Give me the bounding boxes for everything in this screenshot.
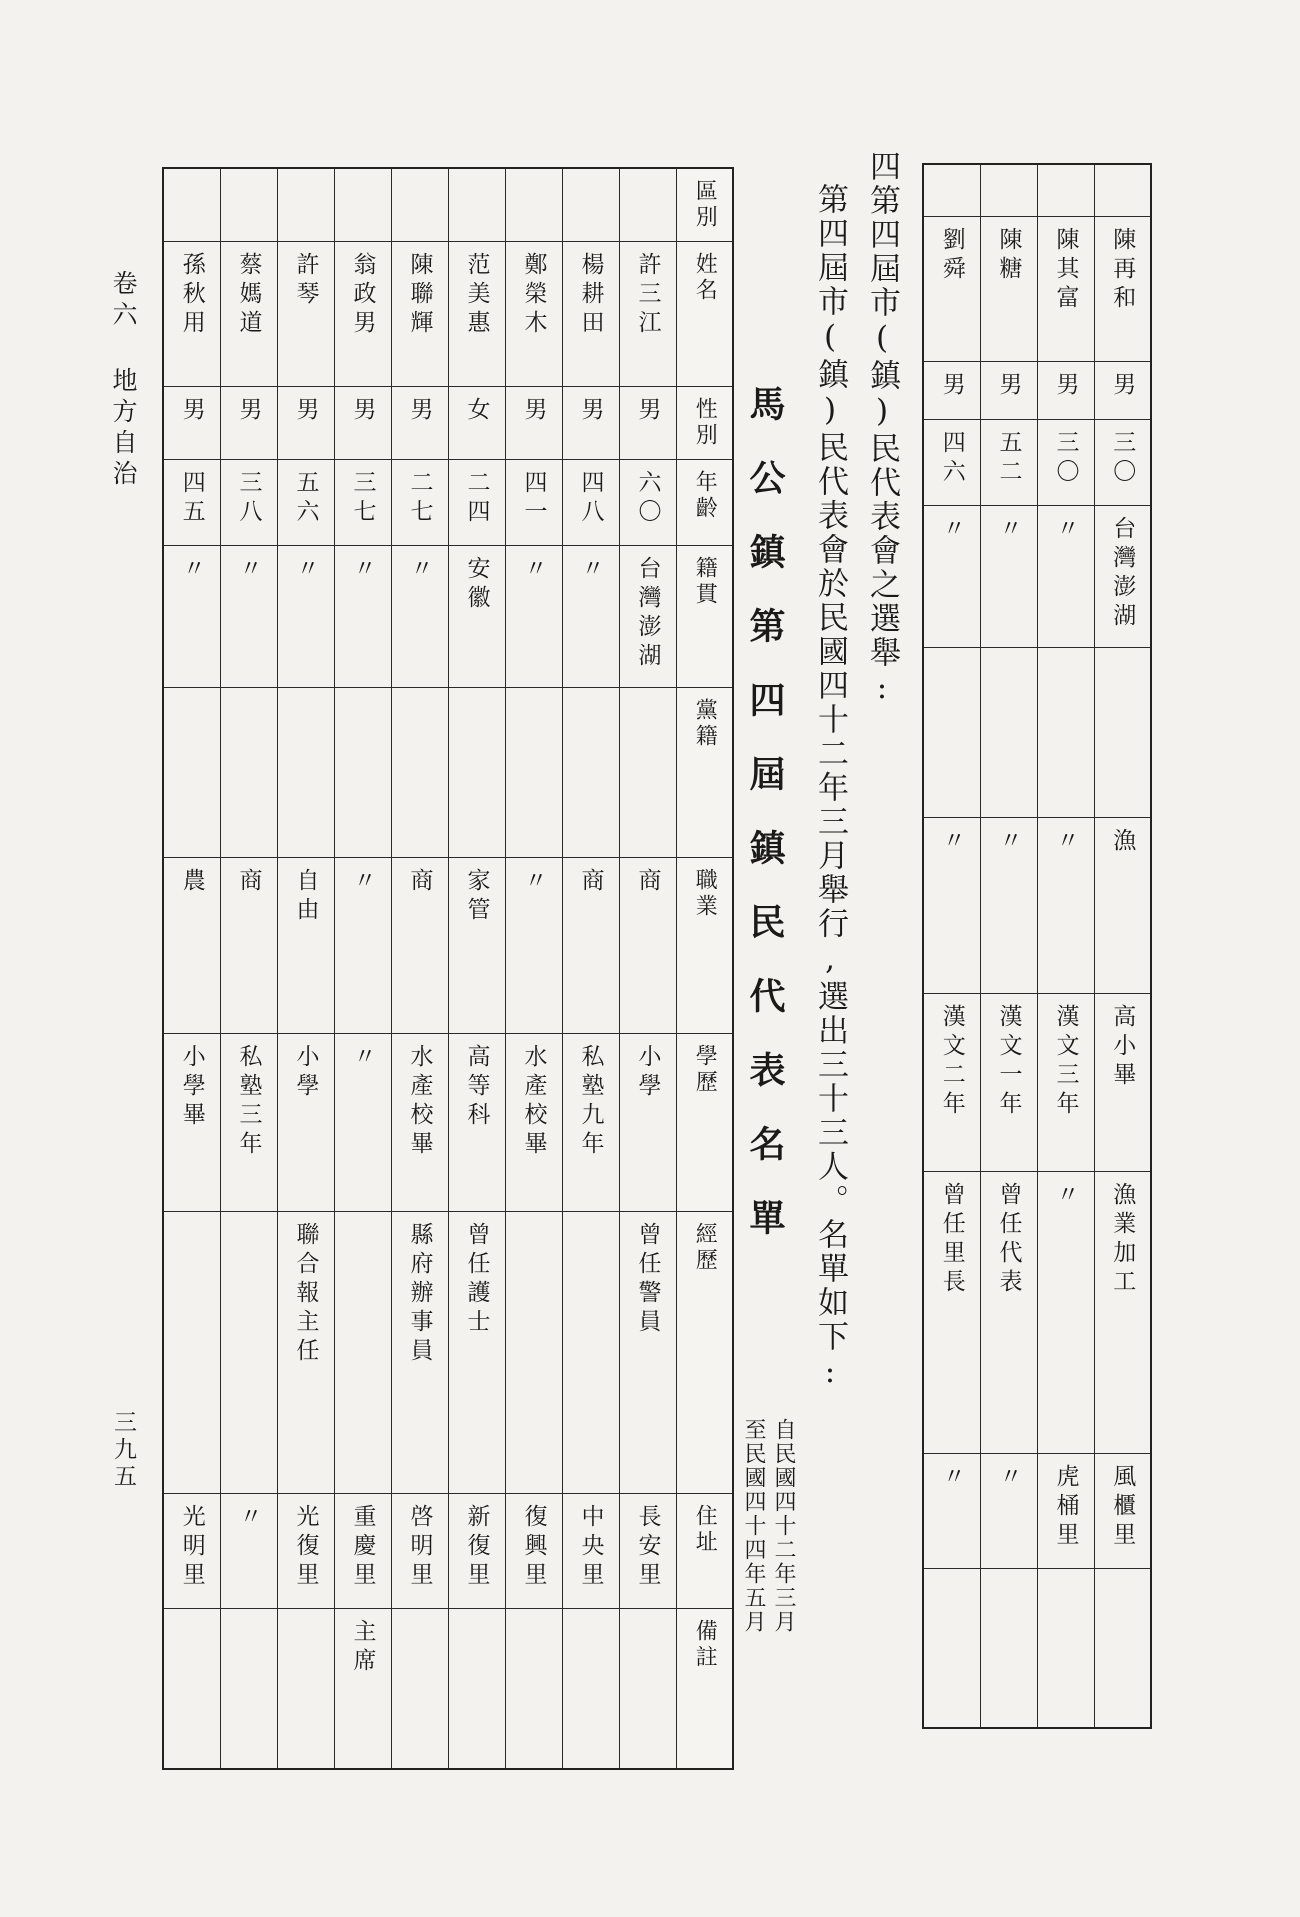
table-cell: [448, 1494, 505, 1609]
table-cell: [619, 1609, 676, 1769]
table-cell: [220, 168, 277, 242]
field-row-district: [163, 168, 733, 242]
cell-sex: 男: [292, 397, 319, 426]
table-cell: [980, 164, 1037, 216]
table-cell: [505, 460, 562, 546]
table-cell: [1094, 817, 1151, 993]
cell-exp: 〃: [1052, 1181, 1079, 1211]
table-cell: [562, 387, 619, 460]
cell-origin: 〃: [349, 556, 376, 585]
field-row-name: [923, 216, 1151, 361]
table-cell: [391, 1212, 448, 1494]
cell-age: 四六: [938, 429, 965, 488]
cell-sex: 男: [520, 397, 547, 426]
table-cell: [448, 688, 505, 858]
cell-origin: 安徽: [463, 556, 490, 614]
table-cell: [448, 168, 505, 242]
table-cell: [1094, 1568, 1151, 1728]
table-cell: [980, 419, 1037, 505]
field-row-name: [163, 242, 733, 387]
cell-edu: 〃: [349, 1044, 376, 1073]
table-cell: [220, 1212, 277, 1494]
table-cell: [619, 460, 676, 546]
column-header-name: [676, 242, 733, 387]
table-cell: [980, 1568, 1037, 1728]
table-cell: [220, 1034, 277, 1212]
cell-name: 翁政男: [349, 252, 376, 339]
column-header-edu: [676, 1034, 733, 1212]
column-header-label: 備註: [692, 1619, 718, 1671]
continuation-table: [922, 163, 1152, 1729]
table-cell: [448, 546, 505, 688]
table-cell: [619, 1212, 676, 1494]
table-cell: [448, 1212, 505, 1494]
field-row-addr: [923, 1453, 1151, 1568]
table-cell: [562, 1494, 619, 1609]
column-header-age: [676, 460, 733, 546]
cell-addr: 長安里: [634, 1504, 661, 1591]
table-cell: [923, 361, 980, 419]
cell-exp: 曾任警員: [634, 1222, 661, 1338]
table-cell: [391, 688, 448, 858]
table-cell: [1037, 216, 1094, 361]
table-cell: [220, 546, 277, 688]
table-cell: [448, 242, 505, 387]
term-period: [738, 1418, 798, 1758]
table-cell: [277, 1609, 334, 1769]
column-header-exp: [676, 1212, 733, 1494]
cell-sex: 男: [995, 371, 1022, 401]
field-row-party: [163, 688, 733, 858]
cell-origin: 〃: [292, 556, 319, 585]
column-header-note: [676, 1609, 733, 1769]
table-cell: [277, 858, 334, 1034]
table-cell: [448, 460, 505, 546]
field-row-party: [923, 647, 1151, 817]
field-row-edu: [923, 993, 1151, 1171]
cell-edu: 私塾九年: [577, 1044, 604, 1160]
cell-age: 三〇: [1109, 429, 1136, 488]
list-title: 馬公鎮第四屆鎮民代表名單: [744, 385, 786, 1273]
table-cell: [277, 1212, 334, 1494]
table-cell: [277, 688, 334, 858]
representatives-table: [162, 167, 734, 1770]
table-cell: [562, 242, 619, 387]
cell-addr: 虎桶里: [1052, 1463, 1079, 1551]
cell-exp: 縣府辦事員: [406, 1222, 433, 1367]
cell-edu: 漢文一年: [995, 1003, 1022, 1120]
cell-origin: 〃: [520, 556, 547, 585]
cell-note: 主席: [349, 1619, 376, 1677]
table-cell: [1037, 993, 1094, 1171]
cell-addr: 〃: [995, 1463, 1022, 1493]
table-cell: [619, 387, 676, 460]
cell-age: 三七: [349, 470, 376, 528]
field-row-job: [923, 817, 1151, 993]
cell-edu: 水產校畢: [406, 1044, 433, 1160]
column-header-label: 性別: [692, 397, 718, 449]
cell-sex: 男: [634, 397, 661, 426]
cell-job: 商: [235, 868, 262, 897]
table-cell: [1094, 647, 1151, 817]
column-header-label: 住址: [692, 1504, 718, 1556]
cell-age: 四八: [577, 470, 604, 528]
table-cell: [562, 1609, 619, 1769]
table-cell: [980, 647, 1037, 817]
field-row-note: [923, 1568, 1151, 1728]
cell-job: 〃: [938, 827, 965, 857]
cell-job: 農: [178, 868, 205, 897]
table-cell: [1037, 1568, 1094, 1728]
cell-name: 孫秋用: [178, 252, 205, 339]
table-cell: [505, 546, 562, 688]
cell-edu: 小學畢: [178, 1044, 205, 1131]
cell-origin: 台灣澎湖: [1109, 515, 1136, 632]
table-cell: [980, 1453, 1037, 1568]
table-cell: [334, 460, 391, 546]
cell-sex: 男: [349, 397, 376, 426]
table-cell: [1037, 164, 1094, 216]
column-header-origin: [676, 546, 733, 688]
table-cell: [220, 1609, 277, 1769]
table-cell: [334, 1034, 391, 1212]
table-cell: [1094, 1453, 1151, 1568]
table-cell: [923, 647, 980, 817]
table-cell: [1094, 361, 1151, 419]
table-cell: [277, 546, 334, 688]
cell-age: 五六: [292, 470, 319, 528]
table-cell: [391, 168, 448, 242]
field-row-sex: [923, 361, 1151, 419]
field-row-origin: [163, 546, 733, 688]
table-cell: [391, 460, 448, 546]
cell-addr: 〃: [235, 1504, 262, 1533]
table-cell: [923, 216, 980, 361]
table-cell: [562, 1034, 619, 1212]
column-header-label: 職業: [692, 868, 718, 920]
field-row-note: [163, 1609, 733, 1769]
cell-job: 〃: [995, 827, 1022, 857]
column-header-label: 學歷: [692, 1044, 718, 1096]
table-cell: [1094, 216, 1151, 361]
cell-origin: 〃: [178, 556, 205, 585]
table-cell: [980, 993, 1037, 1171]
table-cell: [562, 168, 619, 242]
table-cell: [980, 1171, 1037, 1453]
table-cell: [334, 546, 391, 688]
field-row-district: [923, 164, 1151, 216]
cell-age: 六〇: [634, 470, 661, 528]
table-cell: [562, 460, 619, 546]
cell-origin: 〃: [1052, 515, 1079, 545]
table-cell: [391, 1609, 448, 1769]
cell-sex: 男: [938, 371, 965, 401]
table-cell: [391, 858, 448, 1034]
table-cell: [220, 688, 277, 858]
cell-addr: 〃: [938, 1463, 965, 1493]
cell-job: 家管: [463, 868, 490, 926]
cell-name: 范美惠: [463, 252, 490, 339]
cell-addr: 光明里: [178, 1504, 205, 1591]
table-cell: [923, 419, 980, 505]
table-cell: [391, 1494, 448, 1609]
table-cell: [505, 1034, 562, 1212]
column-header-label: 姓名: [692, 252, 718, 304]
table-cell: [277, 1034, 334, 1212]
field-row-edu: [163, 1034, 733, 1212]
cell-edu: 高小畢: [1109, 1003, 1136, 1091]
table-cell: [277, 1494, 334, 1609]
table-cell: [163, 1494, 220, 1609]
cell-sex: 男: [235, 397, 262, 426]
cell-sex: 男: [178, 397, 205, 426]
cell-exp: 曾任代表: [995, 1181, 1022, 1298]
section-heading: 四第四屆市(鎮)民代表會之選舉:: [864, 150, 900, 709]
table-cell: [1094, 505, 1151, 647]
cell-age: 五二: [995, 429, 1022, 488]
table-cell: [923, 993, 980, 1171]
cell-origin: 〃: [995, 515, 1022, 545]
cell-addr: 重慶里: [349, 1504, 376, 1591]
cell-job: 〃: [1052, 827, 1079, 857]
table-cell: [980, 361, 1037, 419]
cell-exp: 曾任里長: [938, 1181, 965, 1298]
cell-name: 楊耕田: [577, 252, 604, 339]
table-cell: [334, 387, 391, 460]
cell-addr: 光復里: [292, 1504, 319, 1591]
field-row-sex: [163, 387, 733, 460]
table-cell: [562, 688, 619, 858]
cell-job: 商: [406, 868, 433, 897]
column-header-sex: [676, 387, 733, 460]
cell-addr: 新復里: [463, 1504, 490, 1591]
page-number: 三九五: [110, 1410, 136, 1491]
table-cell: [505, 1494, 562, 1609]
table-cell: [505, 858, 562, 1034]
cell-job: 漁: [1109, 827, 1136, 857]
table-cell: [980, 817, 1037, 993]
cell-age: 三八: [235, 470, 262, 528]
cell-exp: 曾任護士: [463, 1222, 490, 1338]
table-cell: [505, 242, 562, 387]
cell-name: 鄭榮木: [520, 252, 547, 339]
cell-origin: 台灣澎湖: [634, 556, 661, 672]
cell-name: 陳其富: [1052, 226, 1079, 314]
table-cell: [619, 858, 676, 1034]
column-header-label: 經歷: [692, 1222, 718, 1274]
table-cell: [619, 688, 676, 858]
cell-edu: 小學: [634, 1044, 661, 1102]
table-cell: [334, 168, 391, 242]
table-cell: [1037, 361, 1094, 419]
field-row-exp: [923, 1171, 1151, 1453]
cell-name: 蔡媽道: [235, 252, 262, 339]
cell-job: 商: [634, 868, 661, 897]
cell-age: 二四: [463, 470, 490, 528]
cell-age: 四一: [520, 470, 547, 528]
table-cell: [923, 817, 980, 993]
term-from: 自民國四十二年三月: [771, 1418, 796, 1634]
cell-name: 陳糖: [995, 226, 1022, 285]
volume-header: 卷六 地方自治: [109, 270, 138, 491]
term-to: 至民國四十四年五月: [741, 1418, 766, 1634]
table-cell: [334, 1212, 391, 1494]
table-cell: [505, 387, 562, 460]
column-header-label: 年齡: [692, 470, 718, 522]
cell-edu: 小學: [292, 1044, 319, 1102]
column-header-addr: [676, 1494, 733, 1609]
table-cell: [448, 387, 505, 460]
cell-sex: 男: [1109, 371, 1136, 401]
field-row-job: [163, 858, 733, 1034]
table-cell: [923, 1171, 980, 1453]
cell-job: 自由: [292, 868, 319, 926]
table-cell: [923, 1453, 980, 1568]
cell-name: 劉舜: [938, 226, 965, 285]
table-cell: [1037, 647, 1094, 817]
table-cell: [163, 546, 220, 688]
cell-origin: 〃: [406, 556, 433, 585]
cell-addr: 風櫃里: [1109, 1463, 1136, 1551]
table-cell: [562, 858, 619, 1034]
table-cell: [619, 242, 676, 387]
table-cell: [163, 1212, 220, 1494]
table-cell: [980, 505, 1037, 647]
cell-age: 四五: [178, 470, 205, 528]
field-row-exp: [163, 1212, 733, 1494]
cell-addr: 啓明里: [406, 1504, 433, 1591]
table-cell: [334, 242, 391, 387]
column-header-label: 黨籍: [692, 698, 718, 750]
cell-edu: 高等科: [463, 1044, 490, 1131]
column-header-district: [676, 168, 733, 242]
table-cell: [562, 546, 619, 688]
cell-origin: 〃: [577, 556, 604, 585]
table-cell: [505, 1212, 562, 1494]
cell-origin: 〃: [938, 515, 965, 545]
table-cell: [334, 858, 391, 1034]
cell-edu: 水產校畢: [520, 1044, 547, 1160]
column-header-party: [676, 688, 733, 858]
table-cell: [334, 1609, 391, 1769]
cell-name: 陳再和: [1109, 226, 1136, 314]
table-cell: [163, 242, 220, 387]
cell-job: 〃: [349, 868, 376, 897]
table-cell: [220, 242, 277, 387]
table-cell: [1094, 1171, 1151, 1453]
table-cell: [163, 387, 220, 460]
table-cell: [391, 387, 448, 460]
table-cell: [163, 460, 220, 546]
table-cell: [334, 688, 391, 858]
table-cell: [923, 164, 980, 216]
table-cell: [448, 1034, 505, 1212]
table-cell: [1094, 164, 1151, 216]
column-header-label: 籍貫: [692, 556, 718, 608]
table-cell: [1037, 505, 1094, 647]
table-cell: [277, 168, 334, 242]
table-cell: [277, 242, 334, 387]
table-cell: [220, 1494, 277, 1609]
table-cell: [562, 1212, 619, 1494]
table-cell: [923, 505, 980, 647]
table-cell: [1094, 993, 1151, 1171]
table-cell: [163, 688, 220, 858]
table-cell: [1037, 419, 1094, 505]
cell-sex: 女: [463, 397, 490, 426]
field-row-age: [923, 419, 1151, 505]
table-cell: [277, 460, 334, 546]
table-cell: [980, 216, 1037, 361]
cell-age: 三〇: [1052, 429, 1079, 488]
cell-exp: 漁業加工: [1109, 1181, 1136, 1298]
table-cell: [163, 858, 220, 1034]
cell-origin: 〃: [235, 556, 262, 585]
table-cell: [1037, 1171, 1094, 1453]
table-cell: [619, 546, 676, 688]
table-cell: [1037, 817, 1094, 993]
cell-job: 商: [577, 868, 604, 897]
table-cell: [505, 168, 562, 242]
table-cell: [391, 242, 448, 387]
table-cell: [1094, 419, 1151, 505]
table-cell: [619, 168, 676, 242]
table-cell: [448, 858, 505, 1034]
table-cell: [505, 1609, 562, 1769]
cell-sex: 男: [406, 397, 433, 426]
table-cell: [448, 1609, 505, 1769]
table-cell: [220, 460, 277, 546]
field-row-addr: [163, 1494, 733, 1609]
cell-name: 許琴: [292, 252, 319, 310]
table-cell: [1037, 1453, 1094, 1568]
cell-exp: 聯合報主任: [292, 1222, 319, 1367]
cell-sex: 男: [1052, 371, 1079, 401]
table-cell: [505, 688, 562, 858]
table-cell: [391, 546, 448, 688]
table-cell: [163, 1034, 220, 1212]
table-cell: [163, 1609, 220, 1769]
table-cell: [277, 387, 334, 460]
cell-addr: 復興里: [520, 1504, 547, 1591]
table-cell: [619, 1494, 676, 1609]
cell-name: 陳聯輝: [406, 252, 433, 339]
table-cell: [220, 387, 277, 460]
field-row-origin: [923, 505, 1151, 647]
field-row-age: [163, 460, 733, 546]
cell-job: 〃: [520, 868, 547, 897]
table-cell: [334, 1494, 391, 1609]
cell-sex: 男: [577, 397, 604, 426]
cell-edu: 漢文二年: [938, 1003, 965, 1120]
table-cell: [163, 168, 220, 242]
cell-edu: 漢文三年: [1052, 1003, 1079, 1120]
table-cell: [391, 1034, 448, 1212]
table-cell: [619, 1034, 676, 1212]
table-cell: [923, 1568, 980, 1728]
cell-name: 許三江: [634, 252, 661, 339]
column-header-job: [676, 858, 733, 1034]
table-cell: [220, 858, 277, 1034]
cell-addr: 中央里: [577, 1504, 604, 1591]
cell-age: 二七: [406, 470, 433, 528]
intro-paragraph: 第四屆市(鎮)民代表會於民國四十二年三月舉行,選出三十三人。名單如下:: [812, 183, 848, 1393]
cell-edu: 私塾三年: [235, 1044, 262, 1160]
column-header-label: 區別: [692, 179, 718, 231]
